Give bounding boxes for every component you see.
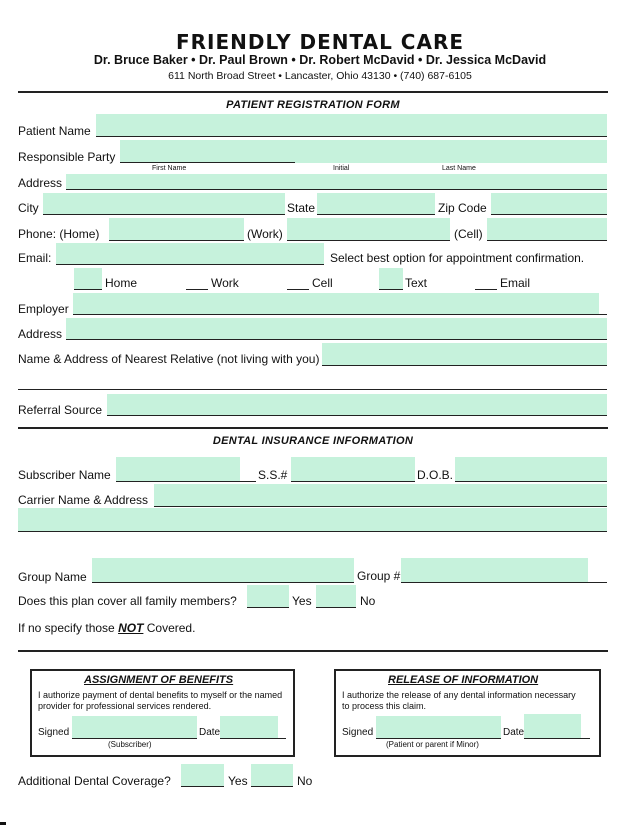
referral-line xyxy=(107,415,607,416)
subscriber-name-field[interactable] xyxy=(116,457,240,481)
cover-all-no-box[interactable] xyxy=(316,585,356,607)
patient-caption: (Patient or parent if Minor) xyxy=(386,740,479,749)
group-name-label: Group Name xyxy=(18,570,87,584)
additional-yes-label: Yes xyxy=(228,774,248,788)
zip-label: Zip Code xyxy=(438,201,487,215)
divider xyxy=(18,427,608,429)
employer-label: Employer xyxy=(18,302,69,316)
group-name-line xyxy=(92,582,354,583)
phone-home-label: Phone: (Home) xyxy=(18,227,100,241)
if-no-suffix: Covered. xyxy=(143,621,196,635)
nearest-relative-line xyxy=(322,365,607,366)
cover-all-label: Does this plan cover all family members? xyxy=(18,594,237,608)
opt-work-label: Work xyxy=(211,276,239,290)
release-signature-line xyxy=(376,738,501,739)
if-no-instruction xyxy=(18,621,195,635)
cover-all-yes-line xyxy=(247,607,289,608)
cover-all-no-label: No xyxy=(360,594,376,608)
additional-coverage-label: Additional Dental Coverage? xyxy=(18,774,171,788)
email-line xyxy=(56,264,324,265)
ssn-line xyxy=(291,481,415,482)
assignment-box xyxy=(30,669,295,757)
assignment-signature-line xyxy=(72,738,197,739)
address-label: Address xyxy=(18,176,63,190)
opt-email-line[interactable] xyxy=(475,289,497,290)
zip-field[interactable] xyxy=(491,193,607,214)
city-field[interactable] xyxy=(43,193,285,214)
group-num-line xyxy=(401,582,607,583)
email-label: Email: xyxy=(18,251,52,265)
release-date-field[interactable] xyxy=(524,714,581,738)
additional-no-line xyxy=(251,786,293,787)
address-field[interactable] xyxy=(66,174,607,189)
ssn-label: S.S.# xyxy=(258,468,288,482)
release-date-line xyxy=(524,738,590,739)
responsible-party-line xyxy=(120,162,295,163)
phone-cell-label: (Cell) xyxy=(454,227,483,241)
patient-name-label: Patient Name xyxy=(18,124,91,138)
employer-address-field[interactable] xyxy=(66,318,607,339)
nearest-relative-line-2[interactable] xyxy=(18,389,607,390)
additional-no-box[interactable] xyxy=(251,764,293,786)
subscriber-name-line xyxy=(116,481,256,482)
release-box xyxy=(334,669,601,757)
responsible-party-field[interactable] xyxy=(120,140,607,163)
carrier-label: Carrier Name & Address xyxy=(18,493,149,507)
patient-section-heading: PATIENT REGISTRATION FORM xyxy=(226,99,400,111)
phone-cell-line xyxy=(487,240,607,241)
group-name-field[interactable] xyxy=(92,558,354,582)
employer-field[interactable] xyxy=(73,293,599,314)
insurance-section-heading: DENTAL INSURANCE INFORMATION xyxy=(212,435,414,447)
subscriber-caption: (Subscriber) xyxy=(108,740,152,749)
release-signature-field[interactable] xyxy=(376,716,501,738)
additional-yes-line xyxy=(181,786,224,787)
assignment-signed-label: Signed xyxy=(38,727,70,738)
subscriber-name-label: Subscriber Name xyxy=(18,468,111,482)
corner-mark xyxy=(0,822,6,825)
form-title: FRIENDLY DENTAL CARE xyxy=(175,30,465,54)
address-line xyxy=(66,189,607,190)
opt-text-label: Text xyxy=(405,276,428,290)
opt-work-line[interactable] xyxy=(186,289,208,290)
group-num-label: Group # xyxy=(357,569,401,583)
phone-work-label: (Work) xyxy=(247,227,283,241)
carrier-line-2 xyxy=(18,531,607,532)
referral-label: Referral Source xyxy=(18,403,103,417)
confirmation-instruction: Select best option for appointment confirmation. xyxy=(330,251,585,265)
nearest-relative-label: Name & Address of Nearest Relative (not living with you) xyxy=(18,352,320,366)
assignment-text: I authorize payment of dental benefits to myself or the named provider for professional services rendered. xyxy=(38,690,283,711)
initial-caption: Initial xyxy=(333,165,350,172)
not-emphasis: NOT xyxy=(118,621,144,635)
phone-home-line xyxy=(109,240,244,241)
divider xyxy=(18,650,608,652)
cover-all-yes-label: Yes xyxy=(292,594,312,608)
state-label: State xyxy=(287,201,316,215)
opt-home-box[interactable] xyxy=(74,268,102,289)
release-signed-label: Signed xyxy=(342,727,374,738)
opt-home-line xyxy=(74,289,102,290)
phone-work-field[interactable] xyxy=(287,218,450,240)
cover-all-no-line xyxy=(316,607,356,608)
phone-work-line xyxy=(287,240,450,241)
referral-field[interactable] xyxy=(107,394,607,415)
release-date-label: Date xyxy=(503,727,525,738)
group-num-field[interactable] xyxy=(401,558,588,582)
ssn-field[interactable] xyxy=(291,457,415,481)
employer-line xyxy=(73,314,607,315)
nearest-relative-field[interactable] xyxy=(322,343,607,365)
opt-cell-label: Cell xyxy=(312,276,333,290)
opt-email-label: Email xyxy=(500,276,531,290)
release-title: RELEASE OF INFORMATION xyxy=(388,674,539,686)
carrier-field[interactable] xyxy=(154,484,607,506)
city-label: City xyxy=(18,201,39,215)
release-text: I authorize the release of any dental information necessary to process this claim. xyxy=(342,690,576,711)
assignment-signature-field[interactable] xyxy=(72,716,197,738)
assignment-date-label: Date xyxy=(199,727,221,738)
cover-all-yes-box[interactable] xyxy=(247,585,289,607)
responsible-party-label: Responsible Party xyxy=(18,150,116,164)
phone-home-field[interactable] xyxy=(109,218,244,240)
zip-line xyxy=(491,214,607,215)
additional-no-label: No xyxy=(297,774,313,788)
assignment-date-field[interactable] xyxy=(220,716,278,738)
last-name-caption: Last Name xyxy=(442,165,476,172)
patient-name-line xyxy=(96,136,607,137)
practice-address: 611 North Broad Street • Lancaster, Ohio 43130 • (740) 687-6105 xyxy=(168,70,472,82)
dob-line xyxy=(455,481,607,482)
patient-name-field[interactable] xyxy=(96,114,607,137)
opt-home-label: Home xyxy=(105,276,138,290)
first-name-caption: First Name xyxy=(152,165,187,172)
state-line xyxy=(317,214,435,215)
carrier-field-2[interactable] xyxy=(18,508,607,531)
additional-yes-box[interactable] xyxy=(181,764,224,786)
email-field[interactable] xyxy=(56,243,324,264)
dob-label: D.O.B. xyxy=(417,468,454,482)
opt-text-box[interactable] xyxy=(379,268,403,289)
city-line xyxy=(43,214,285,215)
assignment-title: ASSIGNMENT OF BENEFITS xyxy=(84,674,234,686)
if-no-prefix: If no specify those xyxy=(18,621,119,635)
opt-cell-line[interactable] xyxy=(287,289,309,290)
assignment-date-line xyxy=(220,738,286,739)
divider xyxy=(18,91,608,93)
dob-field[interactable] xyxy=(455,457,607,481)
employer-address-line xyxy=(66,339,607,340)
doctors-list: Dr. Bruce Baker • Dr. Paul Brown • Dr. Robert McDavid • Dr. Jessica McDavid xyxy=(93,53,547,67)
carrier-line xyxy=(154,506,607,507)
phone-cell-field[interactable] xyxy=(487,218,607,240)
state-field[interactable] xyxy=(317,193,435,214)
employer-address-label: Address xyxy=(18,327,63,341)
opt-text-line xyxy=(379,289,403,290)
